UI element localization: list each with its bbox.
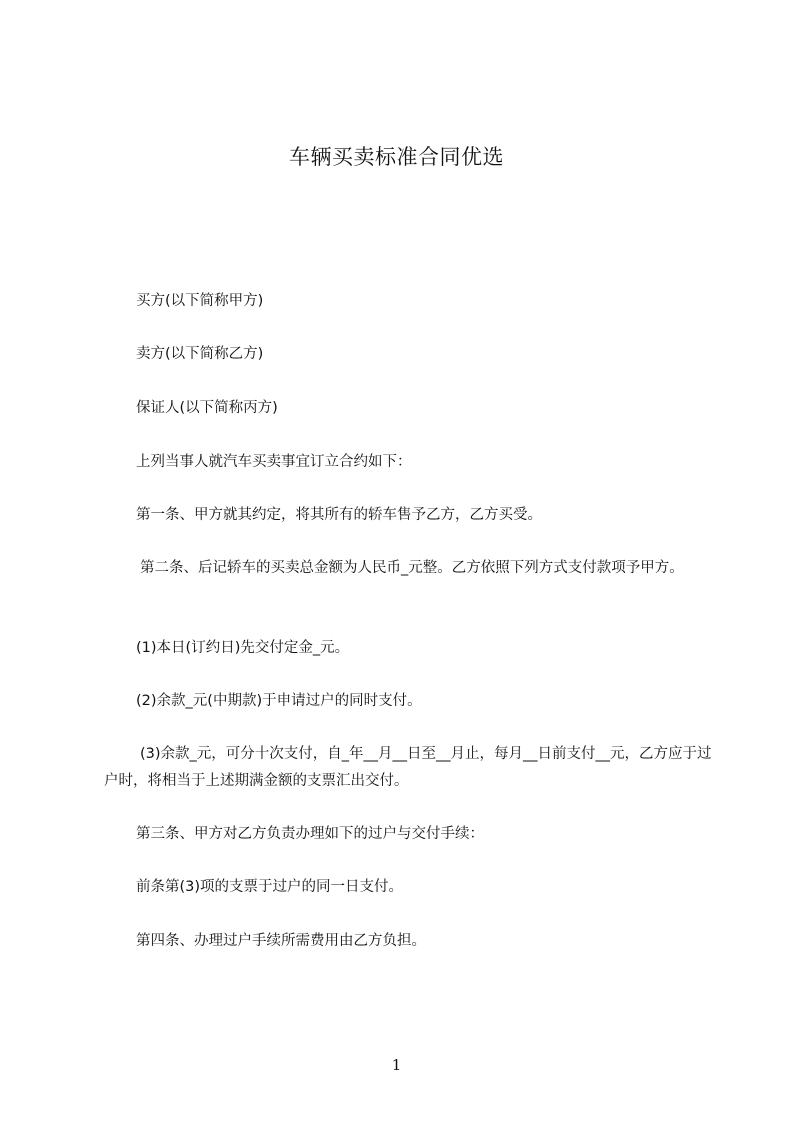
paragraph-preamble: 上列当事人就汽车买卖事宜订立合约如下： (136, 454, 412, 470)
paragraph-cheque-note: 前条第(3)项的支票于过户的同一日支付。 (136, 879, 404, 895)
paragraph-article-4: 第四条、办理过户手续所需费用由乙方负担。 (136, 933, 426, 949)
paragraph-article-3: 第三条、甲方对乙方负责办理如下的过户与交付手续： (136, 826, 484, 842)
paragraph-article-1: 第一条、甲方就其约定，将其所有的轿车售予乙方，乙方买受。 (136, 507, 542, 523)
paragraph-item-2: (2)余款_元(中期款)于申请过户的同时支付。 (136, 693, 422, 709)
paragraph-guarantor: 保证人(以下简称丙方) (136, 400, 278, 416)
document-title: 车辆买卖标准合同优选 (289, 145, 504, 169)
paragraph-item-1: (1)本日(订约日)先交付定金_元。 (136, 640, 350, 656)
paragraph-item-3: (3)余款_元，可分十次支付，自_年__月__日至__月止，每月__日前支付__元，乙方应于过户时，将相当于上述期满金额的支票汇出交付。 (104, 746, 712, 789)
paragraph-seller: 卖方(以下简称乙方) (136, 346, 264, 362)
page-number: 1 (391, 1056, 402, 1074)
paragraph-article-2: 第二条、后记轿车的买卖总金额为人民币_元整。乙方依照下列方式支付款项予甲方。 (140, 560, 684, 576)
paragraph-buyer: 买方(以下简称甲方) (136, 293, 264, 309)
